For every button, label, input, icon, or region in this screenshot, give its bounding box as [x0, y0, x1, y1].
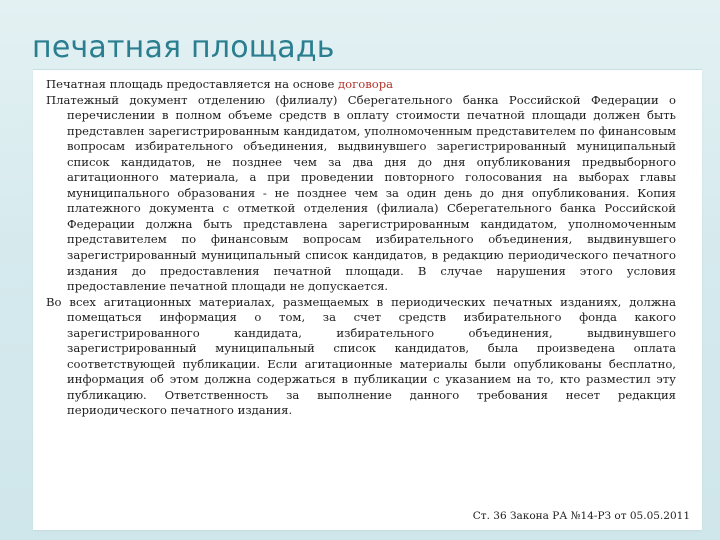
slide-title: печатная площадь — [32, 30, 335, 65]
contract-link-text: договора — [338, 77, 394, 91]
content-panel — [33, 69, 702, 530]
paragraph-payment-document: Платежный документ отделению (филиалу) Сберегательного банка Российской Федерации о перечислении в полном объеме средств в оплату стоимости печатной площади должен быть представлен зарегистрированным кандидатом, уполномоченным представителем по финансовым вопросам избирательного объединения, выдвинувшего зарегистрированный муниципальный список кандидатов, не позднее чем за два дня до дня опубликования предвыборного агитационного материала, а при проведении повторного голосования на выборах главы муниципального образования - не позднее чем за один день до дня опубликования. Копия платежного документа с отметкой отделения (филиала) Сберегательного банка Российской Федерации должна быть представлена зарегистрированным кандидатом, уполномоченным представителем по финансовым вопросам избирательного объединения, выдвинувшего зарегистрированный муниципальный список кандидатов, в редакцию периодического печатного издания до предоставления печатной площади. В случае нарушения этого условия предоставление печатной площади не допускается. — [46, 92, 676, 294]
paragraph-contract-basis-text: Печатная площадь предоставляется на основе — [46, 77, 339, 91]
law-reference-footnote: Ст. 36 Закона РА №14-РЗ от 05.05.2011 — [472, 510, 690, 522]
content-body — [46, 77, 676, 419]
paragraph-contract-basis — [46, 77, 676, 93]
paragraph-agitation-materials: Во всех агитационных материалах, размещаемых в периодических печатных изданиях, должна помещаться информация о том, за счет средств избирательного фонда какого зарегистрированного кандидата, избирательного объединения, выдвинувшего зарегистрированный муниципальный список кандидатов, была произведена оплата соответствующей публикации. Если агитационные материалы были опубликованы бесплатно, информация об этом должна содержаться в публикации с указанием на то, кто разместил эту публикацию. Ответственность за выполнение данного требования несет редакция периодического печатного издания. — [46, 294, 676, 418]
